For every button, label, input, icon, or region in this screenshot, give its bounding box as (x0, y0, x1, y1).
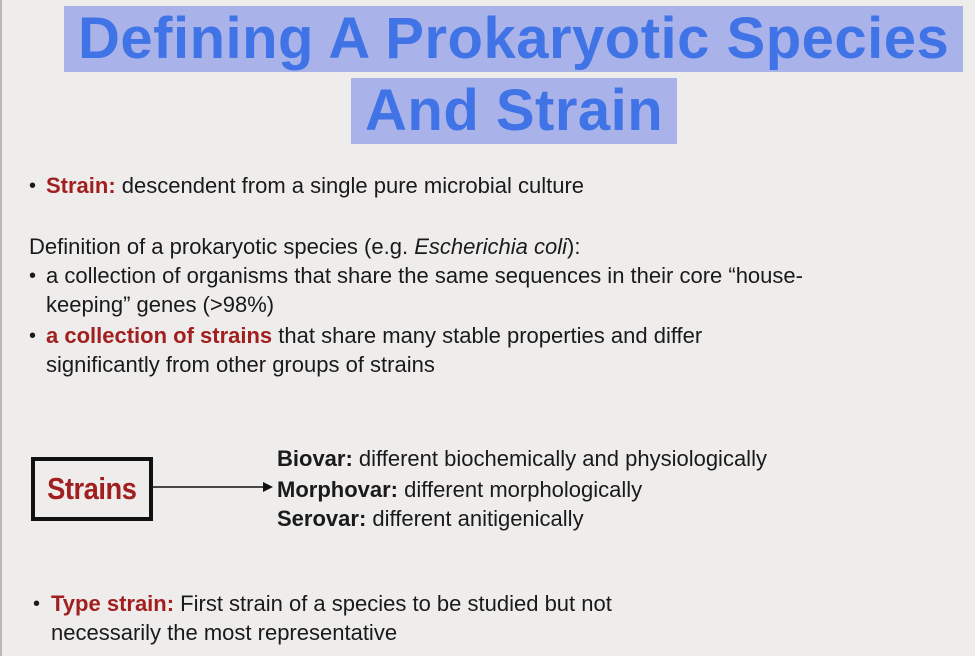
species-intro-pre: Definition of a prokaryotic species (e.g. (29, 234, 415, 259)
strains-box (31, 457, 153, 521)
collection-of-strains-term: a collection of strains (46, 323, 273, 348)
bullet-species-1: • (29, 265, 37, 287)
morphovar-term: Morphovar: (277, 477, 398, 502)
title-line-2: And Strain (351, 78, 677, 144)
species-intro-italic: Escherichia coli (414, 234, 568, 259)
biovar-term: Biovar: (277, 446, 353, 471)
species-item-1-line-1: a collection of organisms that share the same sequences in their core “house- (46, 263, 803, 288)
strain-text: descendent from a single pure microbial culture (115, 173, 585, 198)
type-strain-term: Type strain: (51, 591, 175, 616)
strain-term: Strain: (46, 173, 116, 198)
slide-left-border (0, 0, 2, 656)
biovar-line (277, 444, 767, 473)
type-strain-line-1 (51, 589, 612, 618)
serovar-term: Serovar: (277, 506, 367, 531)
strains-box-label: Strains (47, 471, 137, 506)
species-intro-post: ): (567, 234, 581, 259)
bullet-species-2: • (29, 325, 37, 347)
type-strain-text: First strain of a species to be studied but not (174, 591, 612, 616)
title-line-1: Defining A Prokaryotic Species (64, 6, 963, 72)
strain-definition (46, 171, 584, 200)
serovar-line (277, 504, 584, 533)
strains-arrow-icon (153, 479, 273, 495)
morphovar-desc: different morphologically (398, 477, 643, 502)
bullet-type-strain: • (33, 593, 41, 615)
species-item-2-line-1 (46, 321, 702, 350)
biovar-desc: different biochemically and physiologically (352, 446, 767, 471)
type-strain-line-2: necessarily the most representative (51, 620, 398, 645)
bullet-strain: • (29, 175, 37, 197)
species-item-1-line-2: keeping” genes (>98%) (46, 292, 275, 317)
serovar-desc: different anitigenically (366, 506, 584, 531)
morphovar-line (277, 475, 642, 504)
species-intro (29, 232, 580, 261)
species-item-2-line-2: significantly from other groups of strains (46, 352, 435, 377)
species-item-2-rest: that share many stable properties and differ (272, 323, 703, 348)
